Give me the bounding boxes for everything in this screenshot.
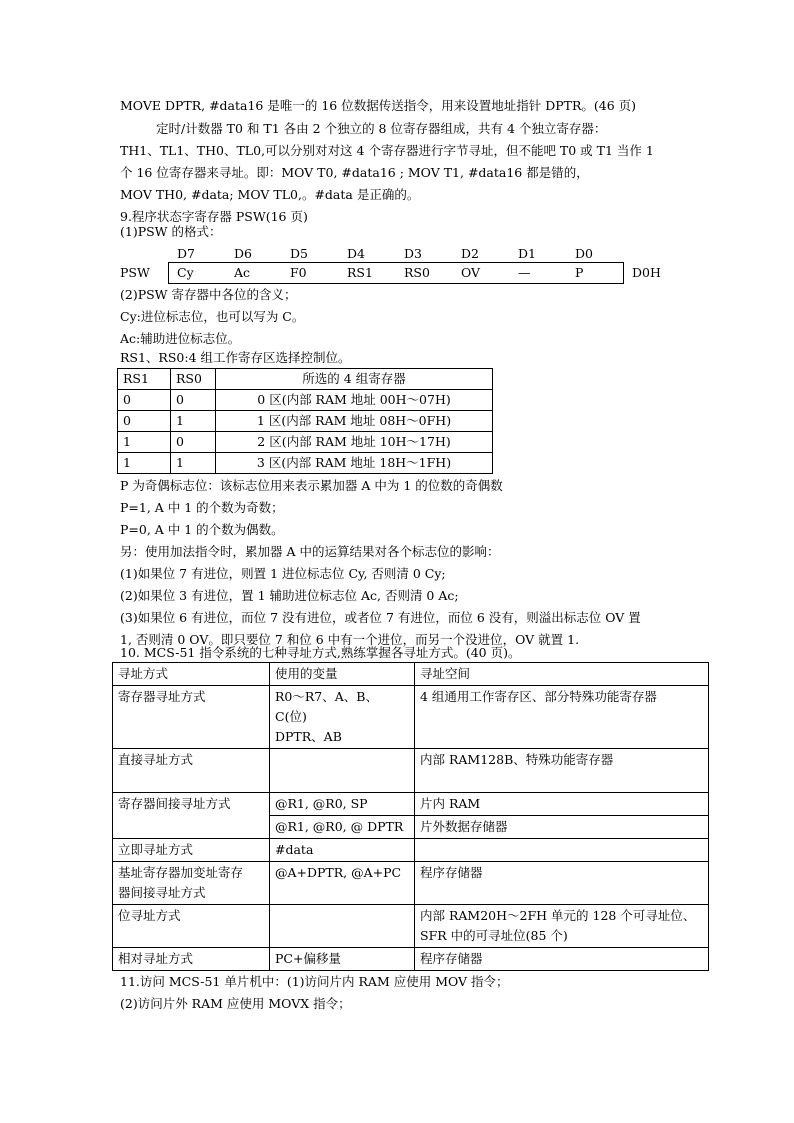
psw-field: P (575, 265, 584, 280)
cell-line: R0～R7、A、B、C(位) (275, 689, 378, 724)
table-cell: 0 (118, 390, 171, 411)
table-cell: 片外数据存储器 (415, 816, 709, 839)
text-line: Cy:进位标志位，也可以写为 C。 (120, 309, 305, 324)
table-cell: @A+DPTR, @A+PC (270, 862, 415, 905)
table-header-row (113, 663, 709, 686)
text-line: MOVE DPTR, #data16 是唯一的 16 位数据传送指令，用来设置地址指针 DPTR。(46 页) (120, 98, 637, 113)
text-line: Ac:辅助进位标志位。 (120, 331, 241, 346)
table-cell: PC+偏移量 (270, 948, 415, 971)
table-cell: 直接寻址方式 (113, 749, 270, 793)
psw-bit: D5 (290, 246, 308, 261)
table-cell: 1 (118, 432, 171, 453)
table-cell: 程序存储器 (415, 948, 709, 971)
table-cell (270, 905, 415, 948)
text-line: P 为奇偶标志位：该标志位用来表示累加器 A 中为 1 的位数的奇偶数 (120, 478, 503, 493)
table-cell: 片内 RAM (415, 793, 709, 816)
table-cell: @R1, @R0, @ DPTR (270, 816, 415, 839)
table-cell (415, 905, 709, 948)
table-cell: 0 (171, 432, 216, 453)
text-line: MOV TH0, #data; MOV TL0,。#data 是正确的。 (120, 187, 420, 202)
cell-line: 内部 RAM20H～2FH 单元的 128 个可寻址位、 (420, 908, 696, 923)
table-row (118, 432, 493, 453)
text-line: 11.访问 MCS-51 单片机中：(1)访问片内 RAM 应使用 MOV 指令； (120, 974, 509, 989)
register-bank-table (117, 368, 493, 474)
cell-line: 基址寄存器加变址寄存 (118, 865, 244, 880)
psw-field: RS1 (347, 265, 373, 280)
psw-bit: D0 (575, 246, 593, 261)
cell-line: 器间接寻址方式 (118, 885, 206, 900)
table-cell: @R1, @R0, SP (270, 793, 415, 816)
psw-field: RS0 (404, 265, 430, 280)
psw-bit: D4 (347, 246, 365, 261)
table-cell: 内部 RAM128B、特殊功能寄存器 (415, 749, 709, 793)
table-header-cell: RS0 (171, 369, 216, 390)
table-cell: 2 区(内部 RAM 地址 10H～17H) (216, 432, 493, 453)
text-line: (3)如果位 6 有进位，而位 7 没有进位，或者位 7 有进位，而位 6 没有，则溢出标志位 OV 置 (120, 610, 641, 625)
table-row (118, 411, 493, 432)
table-row (118, 390, 493, 411)
table-row (113, 686, 709, 749)
text-line: (1)PSW 的格式： (120, 224, 222, 239)
text-line: 1, 否则清 0 OV。即只要位 7 和位 6 中有一个进位，而另一个没进位，OV 就置 1. (120, 632, 580, 647)
cell-line: DPTR、AB (275, 729, 342, 744)
table-cell: 1 (118, 453, 171, 474)
text-line: (2)PSW 寄存器中各位的含义； (120, 287, 297, 302)
table-cell: 3 区(内部 RAM 地址 18H～1FH) (216, 453, 493, 474)
table-header-cell: 寻址方式 (113, 663, 270, 686)
table-header-cell: RS1 (118, 369, 171, 390)
table-cell: 位寻址方式 (113, 905, 270, 948)
table-cell: 立即寻址方式 (113, 839, 270, 862)
table-header-row (118, 369, 493, 390)
table-cell (415, 839, 709, 862)
text-line: (1)如果位 7 有进位，则置 1 进位标志位 Cy, 否则清 0 Cy; (120, 566, 446, 581)
table-row (113, 839, 709, 862)
psw-bit: D6 (234, 246, 252, 261)
table-header-cell: 所选的 4 组寄存器 (216, 369, 493, 390)
psw-bit: D1 (518, 246, 536, 261)
table-cell: 1 (171, 411, 216, 432)
table-cell: 0 (118, 411, 171, 432)
table-cell (270, 749, 415, 793)
table-cell: 4 组通用工作寄存区、部分特殊功能寄存器 (415, 686, 709, 749)
psw-field: Cy (177, 265, 194, 280)
table-row (113, 793, 709, 816)
text-line: 另：使用加法指令时，累加器 A 中的运算结果对各个标志位的影响： (120, 544, 500, 559)
section-heading: 9.程序状态字寄存器 PSW(16 页) (120, 209, 308, 224)
table-cell (270, 686, 415, 749)
psw-label: PSW (120, 265, 150, 280)
table-cell: 0 区(内部 RAM 地址 00H～07H) (216, 390, 493, 411)
table-cell: 相对寻址方式 (113, 948, 270, 971)
addressing-modes-table (112, 662, 709, 971)
text-line: P=0, A 中 1 的个数为偶数。 (120, 522, 284, 537)
table-cell: 0 (171, 390, 216, 411)
table-header-cell: 使用的变量 (270, 663, 415, 686)
table-cell (113, 862, 270, 905)
psw-field-row (0, 265, 794, 281)
table-cell: 寄存器寻址方式 (113, 686, 270, 749)
section-heading: 10. MCS-51 指令系统的七种寻址方式,熟练掌握各寻址方式。(40 页)。 (120, 645, 521, 660)
psw-bit-header (0, 246, 794, 262)
text-line: RS1、RS0:4 组工作寄存区选择控制位。 (120, 350, 351, 365)
psw-field: — (518, 265, 531, 280)
cell-line: SFR 中的可寻址位(85 个) (420, 928, 568, 943)
text-line: (2)访问片外 RAM 应使用 MOVX 指令； (120, 996, 351, 1011)
psw-field: Ac (234, 265, 251, 280)
table-row (113, 862, 709, 905)
text-line: 个 16 位寄存器来寻址。即：MOV T0, #data16 ; MOV T1, #data16 都是错的， (120, 165, 589, 180)
table-row (113, 905, 709, 948)
psw-bit: D3 (404, 246, 422, 261)
table-row (113, 749, 709, 793)
psw-bit: D2 (461, 246, 479, 261)
table-cell: #data (270, 839, 415, 862)
psw-field: OV (461, 265, 481, 280)
text-line: P=1, A 中 1 的个数为奇数； (120, 500, 284, 515)
psw-bit: D7 (177, 246, 195, 261)
text-line: (2)如果位 3 有进位，置 1 辅助进位标志位 Ac, 否则清 0 Ac; (120, 588, 459, 603)
psw-field: F0 (290, 265, 307, 280)
table-row (118, 453, 493, 474)
table-cell: 1 区(内部 RAM 地址 08H～0FH) (216, 411, 493, 432)
text-line: TH1、TL1、TH0、TL0,可以分别对对这 4 个寄存器进行字节寻址，但不能吧 T0 或 T1 当作 1 (120, 143, 654, 158)
table-header-cell: 寻址空间 (415, 663, 709, 686)
table-cell: 寄存器间接寻址方式 (113, 793, 270, 839)
table-cell: 1 (171, 453, 216, 474)
table-row (113, 948, 709, 971)
table-cell: 程序存储器 (415, 862, 709, 905)
psw-address: D0H (632, 265, 661, 280)
text-line: 定时/计数器 T0 和 T1 各由 2 个独立的 8 位寄存器组成，共有 4 个独立寄存器： (156, 121, 607, 136)
